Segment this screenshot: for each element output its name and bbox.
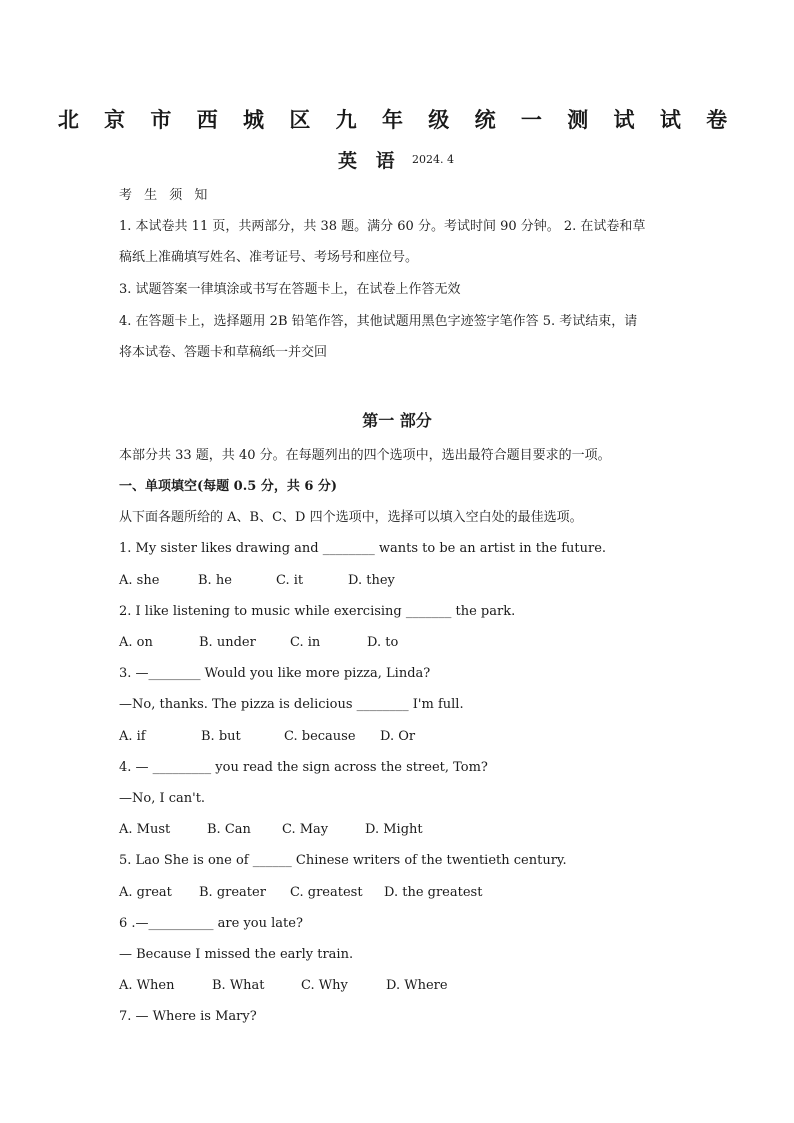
notice-line-5: 将本试卷、答题卡和草稿纸一并交回	[119, 345, 328, 360]
question-4-text: 4. — _________ you read the sign across the street, Tom?	[119, 760, 488, 775]
question-1-option-b: B. he	[198, 573, 232, 588]
question-1-option-a: A. she	[119, 573, 160, 588]
question-6-option-c: C. Why	[301, 978, 348, 993]
question-4-option-b: B. Can	[207, 822, 251, 837]
section-instruction: 从下面各题所给的 A、B、C、D 四个选项中，选择可以填入空白处的最佳选项。	[119, 510, 583, 525]
question-6-option-d: D. Where	[386, 978, 448, 993]
question-6-text: 6 .—__________ are you late?	[119, 916, 303, 931]
question-2-option-b: B. under	[199, 635, 256, 650]
question-1-option-c: C. it	[276, 573, 304, 588]
question-3-option-c: C. because	[284, 729, 356, 744]
notice-line-4: 4. 在答题卡上，选择题用 2B 铅笔作答，其他试题用黑色字迹签字笔作答 5. 考试结束，请	[119, 314, 638, 329]
question-2-option-c: C. in	[290, 635, 321, 650]
question-6-option-b: B. What	[212, 978, 265, 993]
exam-date: 2024. 4	[412, 153, 454, 166]
question-5-option-b: B. greater	[199, 885, 266, 900]
question-6-text-2: — Because I missed the early train.	[119, 947, 354, 962]
section-heading: 一、单项填空(每题 0.5 分，共 6 分)	[119, 479, 338, 494]
question-4-option-a: A. Must	[119, 822, 171, 837]
part-intro: 本部分共 33 题，共 40 分。在每题列出的四个选项中，选出最符合题目要求的一项。	[119, 448, 611, 463]
question-1-option-d: D. they	[348, 573, 395, 588]
part-title: 第一 部分	[362, 411, 432, 430]
notice-line-3: 3. 试题答案一律填涂或书写在答题卡上，在试卷上作答无效	[119, 282, 461, 297]
question-4-option-c: C. May	[282, 822, 329, 837]
notice-line-1: 1. 本试卷共 11 页，共两部分，共 38 题。满分 60 分。考试时间 90 分钟。 2. 在试卷和草	[119, 219, 646, 234]
question-5-option-c: C. greatest	[290, 885, 363, 900]
question-4-option-d: D. Might	[365, 822, 423, 837]
question-5-option-a: A. great	[119, 885, 172, 900]
question-3-text-2: —No, thanks. The pizza is delicious ________ I'm full.	[119, 697, 464, 712]
question-5-text: 5. Lao She is one of ______ Chinese writers of the twentieth century.	[119, 853, 567, 868]
question-3-option-a: A. if	[119, 729, 146, 744]
question-1-text: 1. My sister likes drawing and ________ wants to be an artist in the future.	[119, 541, 607, 556]
question-5-option-d: D. the greatest	[384, 885, 483, 900]
notice-heading: 考 生 须 知	[119, 188, 212, 203]
subject-title: 英 语	[338, 150, 401, 172]
question-4-text-2: —No, I can't.	[119, 791, 206, 806]
question-2-text: 2. I like listening to music while exercising _______ the park.	[119, 604, 516, 619]
question-2-option-a: A. on	[119, 635, 153, 650]
question-6-option-a: A. When	[119, 978, 175, 993]
exam-title: 北 京 市 西 城 区 九 年 级 统 一 测 试 试 卷	[57, 108, 737, 132]
question-3-text: 3. —________ Would you like more pizza, Linda?	[119, 666, 431, 681]
question-7-text: 7. — Where is Mary?	[119, 1009, 257, 1024]
question-3-option-b: B. but	[201, 729, 241, 744]
question-2-option-d: D. to	[367, 635, 399, 650]
question-3-option-d: D. Or	[380, 729, 416, 744]
notice-line-2: 稿纸上准确填写姓名、准考证号、考场号和座位号。	[119, 250, 419, 265]
